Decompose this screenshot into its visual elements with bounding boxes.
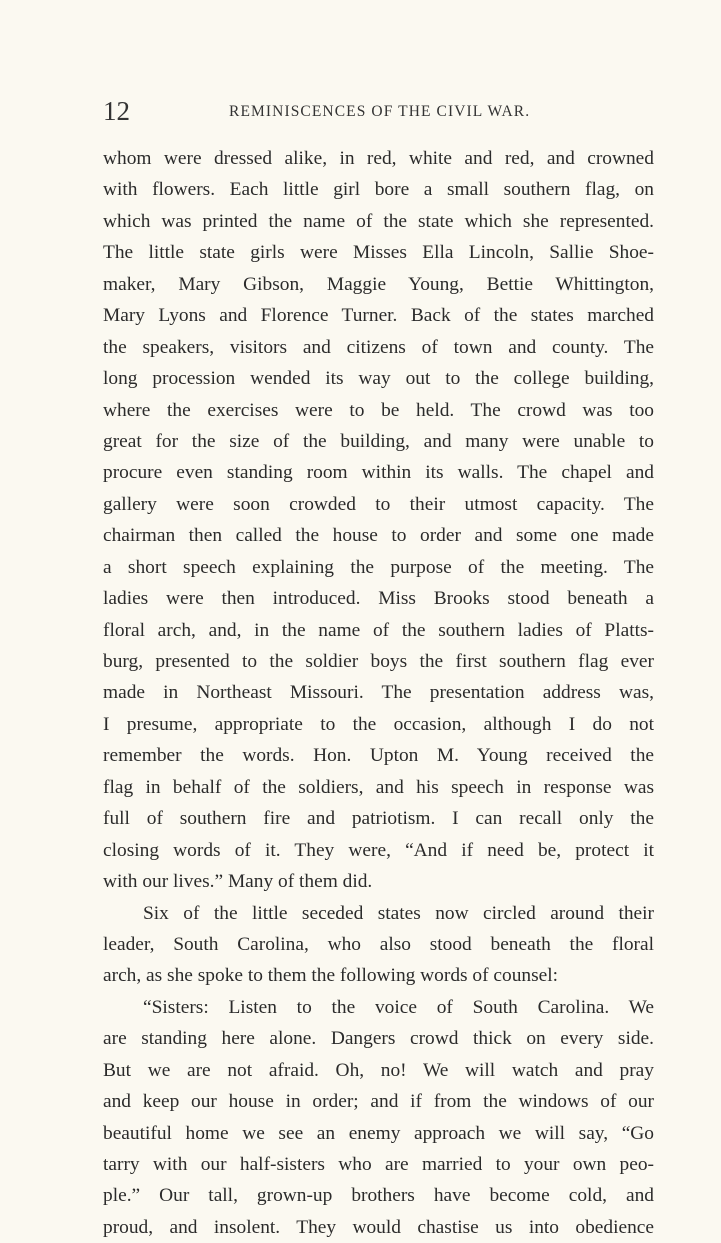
text-line: great for the size of the building, and many were unable to <box>103 430 654 452</box>
text-line: maker, Mary Gibson, Maggie Young, Bettie Whittington, <box>103 273 654 295</box>
text-line: proud, and insolent. They would chastise us into obedience <box>103 1216 654 1238</box>
body-text <box>103 143 654 1243</box>
text-line: ladies were then introduced. Miss Brooks stood beneath a <box>103 588 654 610</box>
text-line: But we are not afraid. Oh, no! We will watch and pray <box>103 1059 654 1081</box>
text-line: where the exercises were to be held. The crowd was too <box>103 399 654 421</box>
text-line: closing words of it. They were, “And if need be, protect it <box>103 839 654 861</box>
text-line: are standing here alone. Dangers crowd thick on every side. <box>103 1028 654 1050</box>
text-line: full of southern fire and patriotism. I can recall only the <box>103 808 654 830</box>
text-line: gallery were soon crowded to their utmost capacity. The <box>103 493 654 515</box>
text-line: tarry with our half-sisters who are married to your own peo- <box>103 1154 654 1175</box>
text-line: The little state girls were Misses Ella Lincoln, Sallie Shoe- <box>103 242 654 264</box>
text-line: chairman then called the house to order and some one made <box>103 525 654 547</box>
paragraph-last-line: with our lives.” Many of them did. <box>103 871 373 893</box>
text-line: flag in behalf of the soldiers, and his speech in response was <box>103 776 654 798</box>
running-title: REMINISCENCES OF THE CIVIL WAR. <box>229 103 531 120</box>
text-line: I presume, appropriate to the occasion, although I do not <box>103 713 654 735</box>
page-number: 12 <box>103 96 130 126</box>
text-line: whom were dressed alike, in red, white and red, and crowned <box>103 148 654 169</box>
text-line: Mary Lyons and Florence Turner. Back of the states marched <box>103 305 654 327</box>
text-line: long procession wended its way out to the college building, <box>103 368 654 390</box>
text-line: beautiful home we see an enemy approach we will say, “Go <box>103 1122 654 1144</box>
text-line: made in Northeast Missouri. The presentation address was, <box>103 682 654 704</box>
page-header <box>103 94 663 130</box>
paragraph-last-line: arch, as she spoke to them the following words of counsel: <box>103 965 559 987</box>
text-line: and keep our house in order; and if from the windows of our <box>103 1091 654 1113</box>
text-line: remember the words. Hon. Upton M. Young received the <box>103 745 654 767</box>
text-line: procure even standing room within its walls. The chapel and <box>103 462 654 484</box>
text-line: which was printed the name of the state which she represented. <box>103 210 654 232</box>
text-line: floral arch, and, in the name of the southern ladies of Platts- <box>103 619 654 641</box>
text-line: burg, presented to the soldier boys the first southern flag ever <box>103 651 654 672</box>
text-line: the speakers, visitors and citizens of town and county. The <box>103 336 654 358</box>
text-line: ple.” Our tall, grown-up brothers have become cold, and <box>103 1185 654 1207</box>
text-line: leader, South Carolina, who also stood beneath the floral <box>103 933 654 955</box>
text-line: a short speech explaining the purpose of the meeting. The <box>103 556 654 578</box>
text-line: with flowers. Each little girl bore a small southern flag, on <box>103 179 654 201</box>
paragraph-first-line: “Sisters: Listen to the voice of South Carolina. We <box>143 996 654 1018</box>
paragraph-first-line: Six of the little seceded states now circled around their <box>143 902 654 924</box>
